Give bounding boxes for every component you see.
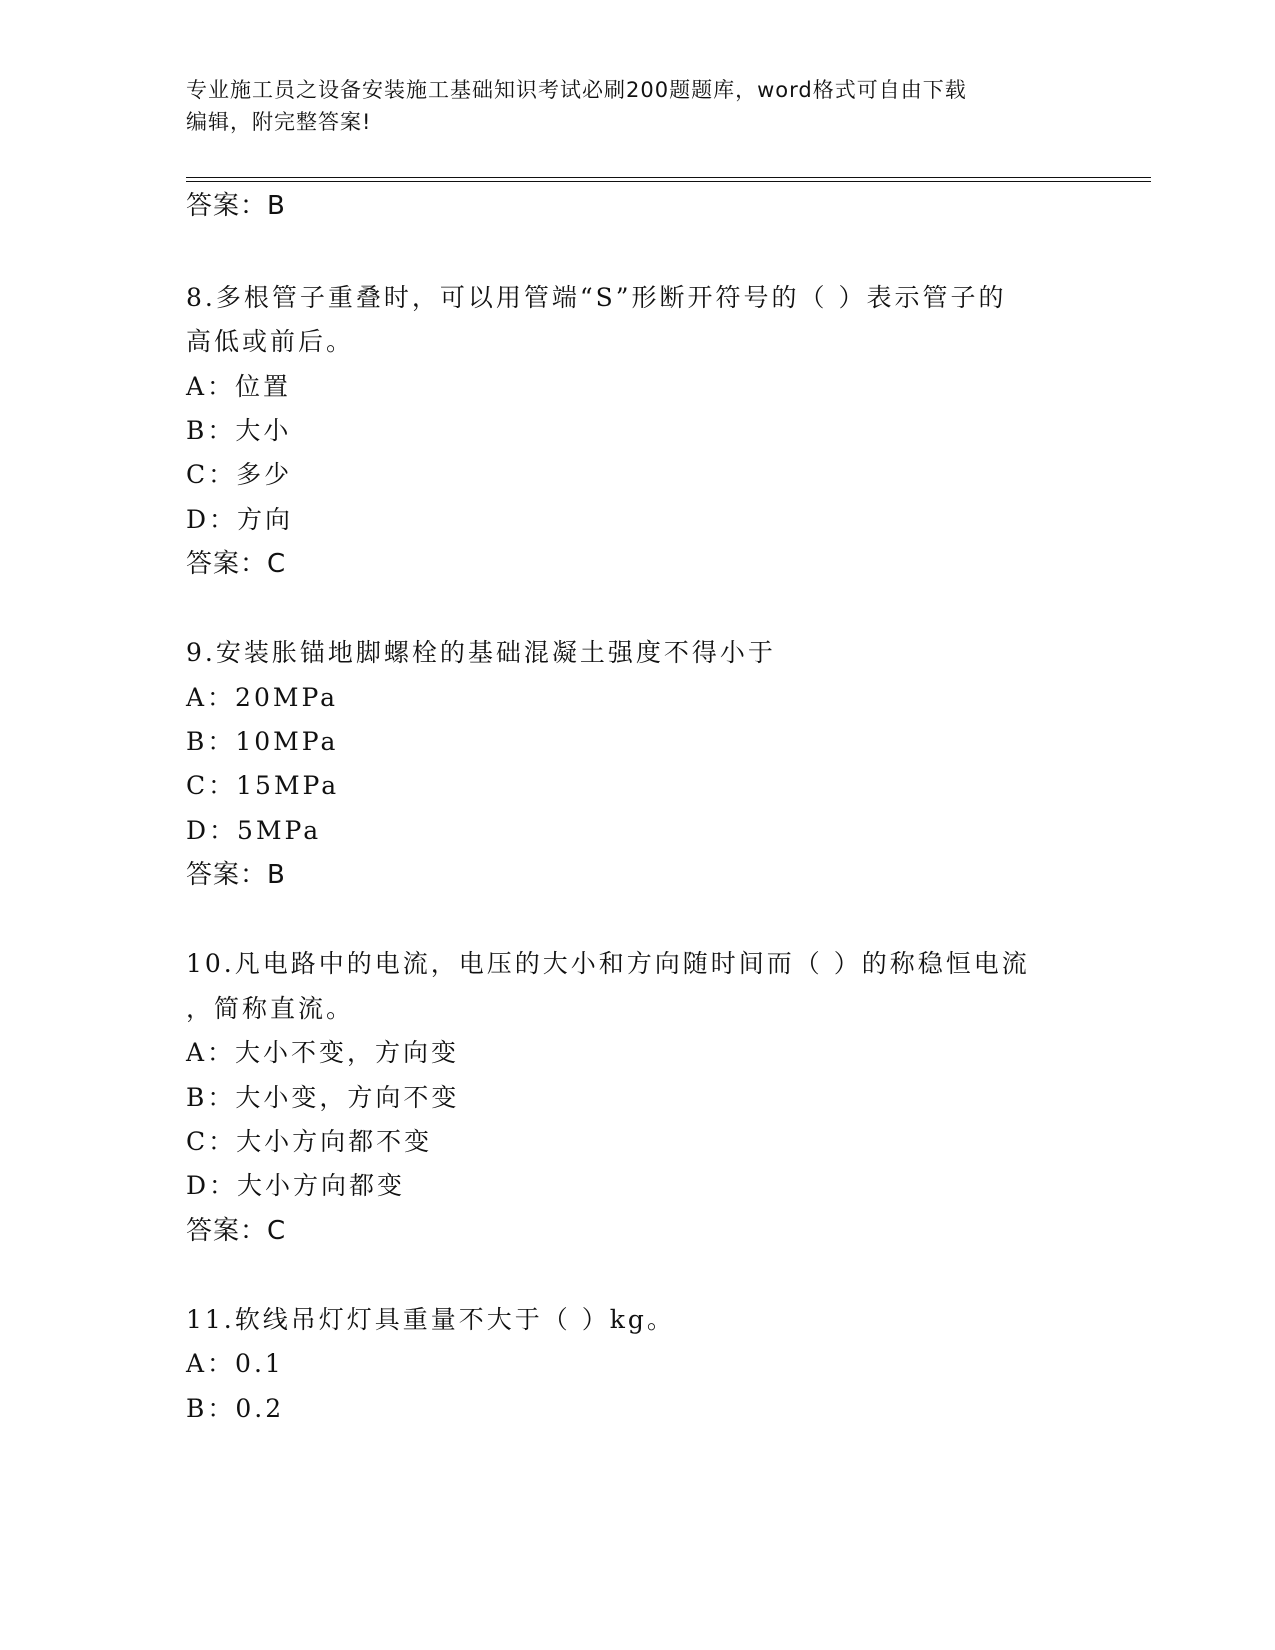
option-a: A：20MPa <box>186 683 339 712</box>
option-a: A：0.1 <box>186 1349 284 1378</box>
option-d: D：5MPa <box>186 816 322 845</box>
option-b: B：0.2 <box>186 1394 285 1423</box>
question-stem: 8.多根管子重叠时，可以用管端“S”形断开符号的（ ）表示管子的 <box>186 283 1007 312</box>
previous-answer: 答案：B <box>186 191 286 221</box>
option-a: A：大小不变，方向变 <box>186 1038 460 1067</box>
question-stem: 10.凡电路中的电流，电压的大小和方向随时间而（ ）的称稳恒电流 <box>186 949 1030 978</box>
option-d: D：大小方向都变 <box>186 1171 406 1200</box>
header-rule-bottom <box>186 181 1151 182</box>
header-rule-top <box>186 177 1151 178</box>
answer: 答案：B <box>186 860 286 890</box>
question-stem: 11.软线吊灯灯具重量不大于（ ）kg。 <box>186 1305 675 1334</box>
question-stem: 9.安装胀锚地脚螺栓的基础混凝土强度不得小于 <box>186 638 776 667</box>
question-stem: ，简称直流。 <box>186 994 355 1023</box>
answer: 答案：C <box>186 1216 287 1246</box>
option-c: C：多少 <box>186 460 293 489</box>
option-d: D：方向 <box>186 505 294 534</box>
option-a: A：位置 <box>186 372 292 401</box>
option-b: B：10MPa <box>186 727 339 756</box>
option-b: B：大小 <box>186 416 292 445</box>
option-c: C：15MPa <box>186 771 340 800</box>
page-header <box>186 74 1086 138</box>
answer: 答案：C <box>186 549 287 579</box>
question-stem: 高低或前后。 <box>186 327 355 356</box>
option-c: C：大小方向都不变 <box>186 1127 433 1156</box>
header-title-line-1: 专业施工员之设备安装施工基础知识考试必刷200题题库，word格式可自由下载 <box>186 78 967 102</box>
header-title-line-2: 编辑，附完整答案! <box>186 110 372 134</box>
option-b: B：大小变，方向不变 <box>186 1083 460 1112</box>
